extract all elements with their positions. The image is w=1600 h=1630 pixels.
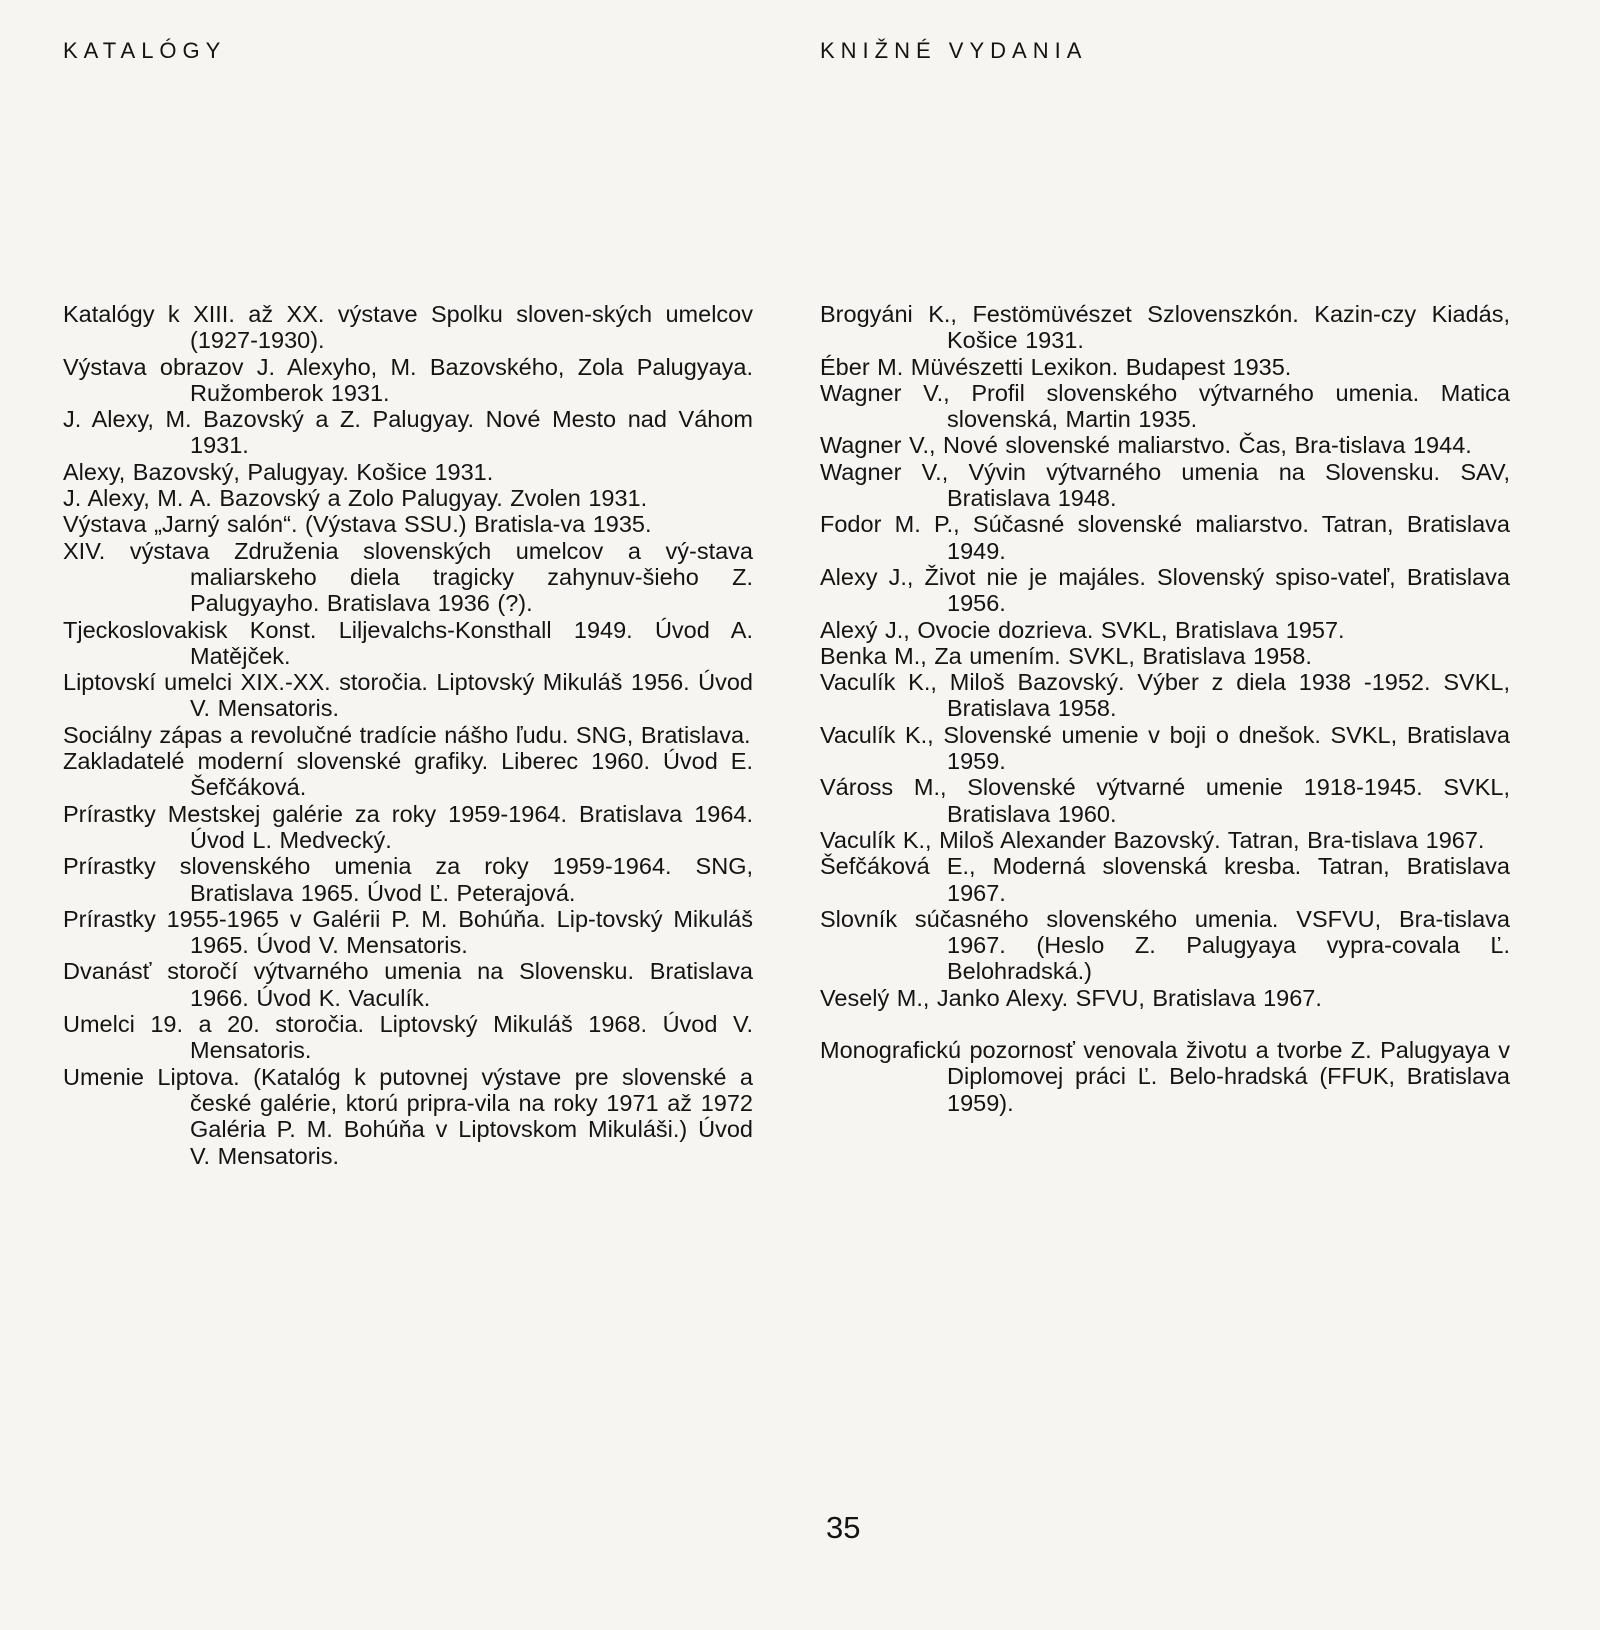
bibliography-entry: Dvanásť storočí výtvarného umenia na Slovensku. Bratislava 1966. Úvod K. Vaculík. <box>63 958 753 1011</box>
section-heading-books: KNIŽNÉ VYDANIA <box>820 38 1088 63</box>
bibliography-entry: Umelci 19. a 20. storočia. Liptovský Mikuláš 1968. Úvod V. Mensatoris. <box>63 1011 753 1064</box>
bibliography-entry: Brogyáni K., Festömüvészet Szlovenszkón. Kazin-czy Kiadás, Košice 1931. <box>820 301 1510 354</box>
bibliography-entry: Benka M., Za umením. SVKL, Bratislava 1958. <box>820 642 1312 669</box>
books-list <box>820 301 1510 1116</box>
bibliography-entry: Alexy J., Život nie je majáles. Slovenský spiso-vateľ, Bratislava 1956. <box>820 563 1510 617</box>
bibliography-entry: Wagner V., Vývin výtvarného umenia na Slovensku. SAV, Bratislava 1948. <box>820 458 1510 512</box>
bibliography-entry: Tjeckoslovakisk Konst. Liljevalchs-Konsthall 1949. Úvod A. Matějček. <box>63 616 753 669</box>
bibliography-entry: Wagner V., Profil slovenského výtvarného umenia. Matica slovenská, Martin 1935. <box>820 379 1510 433</box>
monograph-note: Monografickú pozornosť venovala životu a tvorbe Z. Palugyaya v Diplomovej práci Ľ. Belo-hradská (FFUK, Bratislava 1959). <box>820 1037 1510 1116</box>
bibliography-entry: Zakladatelé moderní slovenské grafiky. Liberec 1960. Úvod E. Šefčáková. <box>63 748 753 801</box>
section-heading-catalogs: KATALÓGY <box>63 38 227 63</box>
bibliography-entry: Wagner V., Nové slovenské maliarstvo. Čas, Bra-tislava 1944. <box>820 432 1472 459</box>
bibliography-entry: J. Alexy, M. A. Bazovský a Zolo Palugyay. Zvolen 1931. <box>63 485 648 512</box>
bibliography-entry: Vaculík K., Slovenské umenie v boji o dnešok. SVKL, Bratislava 1959. <box>820 721 1510 775</box>
bibliography-entry: Váross M., Slovenské výtvarné umenie 1918-1945. SVKL, Bratislava 1960. <box>820 774 1510 827</box>
bibliography-entry: Liptovskí umelci XIX.-XX. storočia. Liptovský Mikuláš 1956. Úvod V. Mensatoris. <box>63 669 753 722</box>
bibliography-entry: Vaculík K., Miloš Alexander Bazovský. Tatran, Bra-tislava 1967. <box>820 826 1485 853</box>
bibliography-entry: J. Alexy, M. Bazovský a Z. Palugyay. Nové Mesto nad Váhom 1931. <box>63 406 753 459</box>
bibliography-entry: Sociálny zápas a revolučné tradície nášho ľudu. SNG, Bratislava. <box>63 721 751 748</box>
bibliography-entry: Slovník súčasného slovenského umenia. VSFVU, Bra-tislava 1967. (Heslo Z. Palugyaya vypra-covala Ľ. Belohradská.) <box>820 905 1510 985</box>
bibliography-entry: XIV. výstava Združenia slovenských umelcov a vý-stava maliarskeho diela tragicky zahynuv-šieho Z. Palugyayho. Bratislava 1936 (?). <box>63 537 753 617</box>
bibliography-entry: Prírastky Mestskej galérie za roky 1959-1964. Bratislava 1964. Úvod L. Medvecký. <box>63 800 753 853</box>
bibliography-entry: Éber M. Müvészetti Lexikon. Budapest 1935. <box>820 353 1292 380</box>
catalogs-list <box>63 301 753 1169</box>
bibliography-entry: Prírastky 1955-1965 v Galérii P. M. Bohúňa. Lip-tovský Mikuláš 1965. Úvod V. Mensatoris. <box>63 905 753 959</box>
bibliography-entry: Katalógy k XIII. až XX. výstave Spolku sloven-ských umelcov (1927-1930). <box>63 301 753 354</box>
bibliography-entry: Umenie Liptova. (Katalóg k putovnej výstave pre slovenské a české galérie, ktorú pripra-vila na roky 1971 až 1972 Galéria P. M. Bohúňa v Liptovskom Mikuláši.) Úvod V. Mensatoris. <box>63 1063 753 1169</box>
bibliography-entry: Výstava obrazov J. Alexyho, M. Bazovského, Zola Palugyaya. Ružomberok 1931. <box>63 353 753 406</box>
bibliography-entry: Šefčáková E., Moderná slovenská kresba. Tatran, Bratislava 1967. <box>820 853 1510 906</box>
bibliography-entry: Fodor M. P., Súčasné slovenské maliarstvo. Tatran, Bratislava 1949. <box>820 511 1510 564</box>
bibliography-entry: Prírastky slovenského umenia za roky 1959-1964. SNG, Bratislava 1965. Úvod Ľ. Peterajová. <box>63 853 753 906</box>
bibliography-entry: Alexý J., Ovocie dozrieva. SVKL, Bratislava 1957. <box>820 616 1345 643</box>
bibliography-entry: Výstava „Jarný salón“. (Výstava SSU.) Bratisla-va 1935. <box>63 511 652 538</box>
bibliography-entry: Veselý M., Janko Alexy. SFVU, Bratislava 1967. <box>820 984 1322 1011</box>
bibliography-entry: Vaculík K., Miloš Bazovský. Výber z diela 1938 -1952. SVKL, Bratislava 1958. <box>820 669 1510 722</box>
page-number: 35 <box>826 1510 861 1545</box>
bibliography-entry: Alexy, Bazovský, Palugyay. Košice 1931. <box>63 458 494 485</box>
